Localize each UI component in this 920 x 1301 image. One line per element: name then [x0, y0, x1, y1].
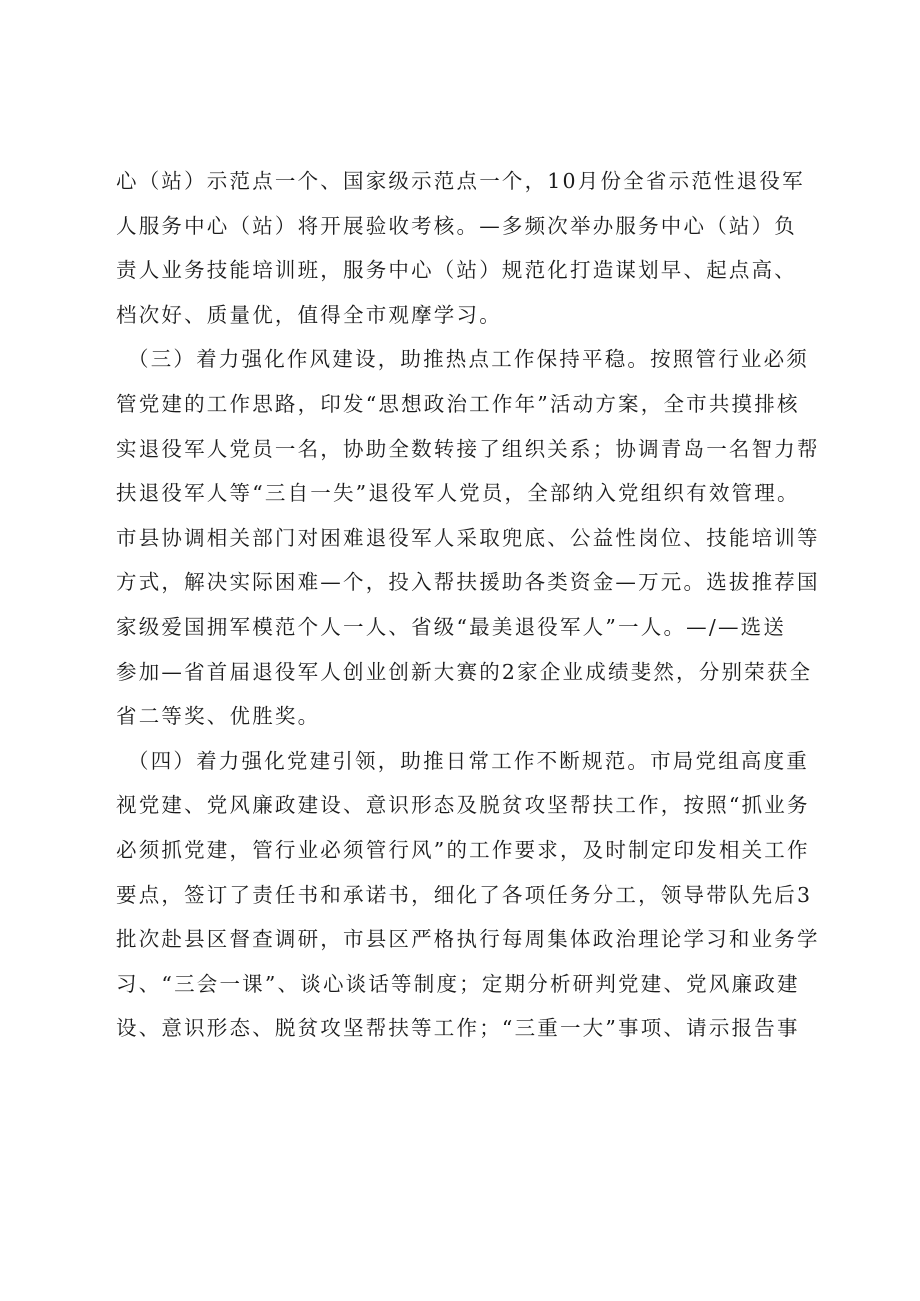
text-line: 要点，签订了责任书和承诺书，细化了各项任务分工，领导带队先后3: [116, 882, 813, 907]
text-line: 心（站）示范点一个、国家级示范点一个，10月份全省示范性退役军: [116, 169, 805, 193]
body-text: [116, 159, 836, 1051]
text-line: 视党建、党风廉政建设、意识形态及脱贫攻坚帮扶工作，按照“抓业务: [116, 793, 810, 818]
text-line: 参加—省首届退役军人创业创新大赛的2家企业成绩斐然，分别荣获全: [116, 659, 813, 684]
section-four-heading-line: （四）着力强化党建引领，助推日常工作不断规范。市局党组高度重: [128, 748, 809, 773]
text-line: 批次赴县区督查调研，市县区严格执行每周集体政治理论学习和业务学: [116, 927, 820, 952]
text-line: 方式，解决实际困难—个，投入帮扶援助各类资金—万元。选拔推荐国: [116, 570, 820, 595]
text-line: 档次好、质量优，值得全市观摩学习。: [116, 302, 502, 327]
text-line: 责人业务技能培训班，服务中心（站）规范化打造谋划早、起点高、: [116, 258, 797, 283]
text-line: 习、“三会一课”、谈心谈话等制度；定期分析研判党建、党风廉政建: [116, 971, 800, 996]
text-line: 必须抓党建，管行业必须管行风”的工作要求，及时制定印发相关工作: [116, 837, 810, 862]
text-line: 实退役军人党员一名，协助全数转接了组织关系；协调青岛一名智力帮: [116, 436, 820, 461]
text-line: 人服务中心（站）将开展验收考核。—多频次举办服务中心（站）负: [116, 213, 797, 238]
section-three-heading-line: （三）着力强化作风建设，助推热点工作保持平稳。按照管行业必须: [128, 347, 809, 372]
text-line: 家级爱国拥军模范个人一人、省级“最美退役军人”一人。—/—选送: [116, 614, 787, 639]
text-line: 扶退役军人等“三自一失”退役军人党员，全部纳入党组织有效管理。: [116, 481, 800, 506]
text-line: 设、意识形态、脱贫攻坚帮扶等工作；“三重一大”事项、请示报告事: [116, 1016, 800, 1041]
text-line: 省二等奖、优胜奖。: [116, 704, 321, 729]
text-line: 市县协调相关部门对困难退役军人采取兜底、公益性岗位、技能培训等: [116, 525, 820, 550]
text-line: 管党建的工作思路，印发“思想政治工作年”活动方案，全市共摸排核: [116, 391, 800, 416]
